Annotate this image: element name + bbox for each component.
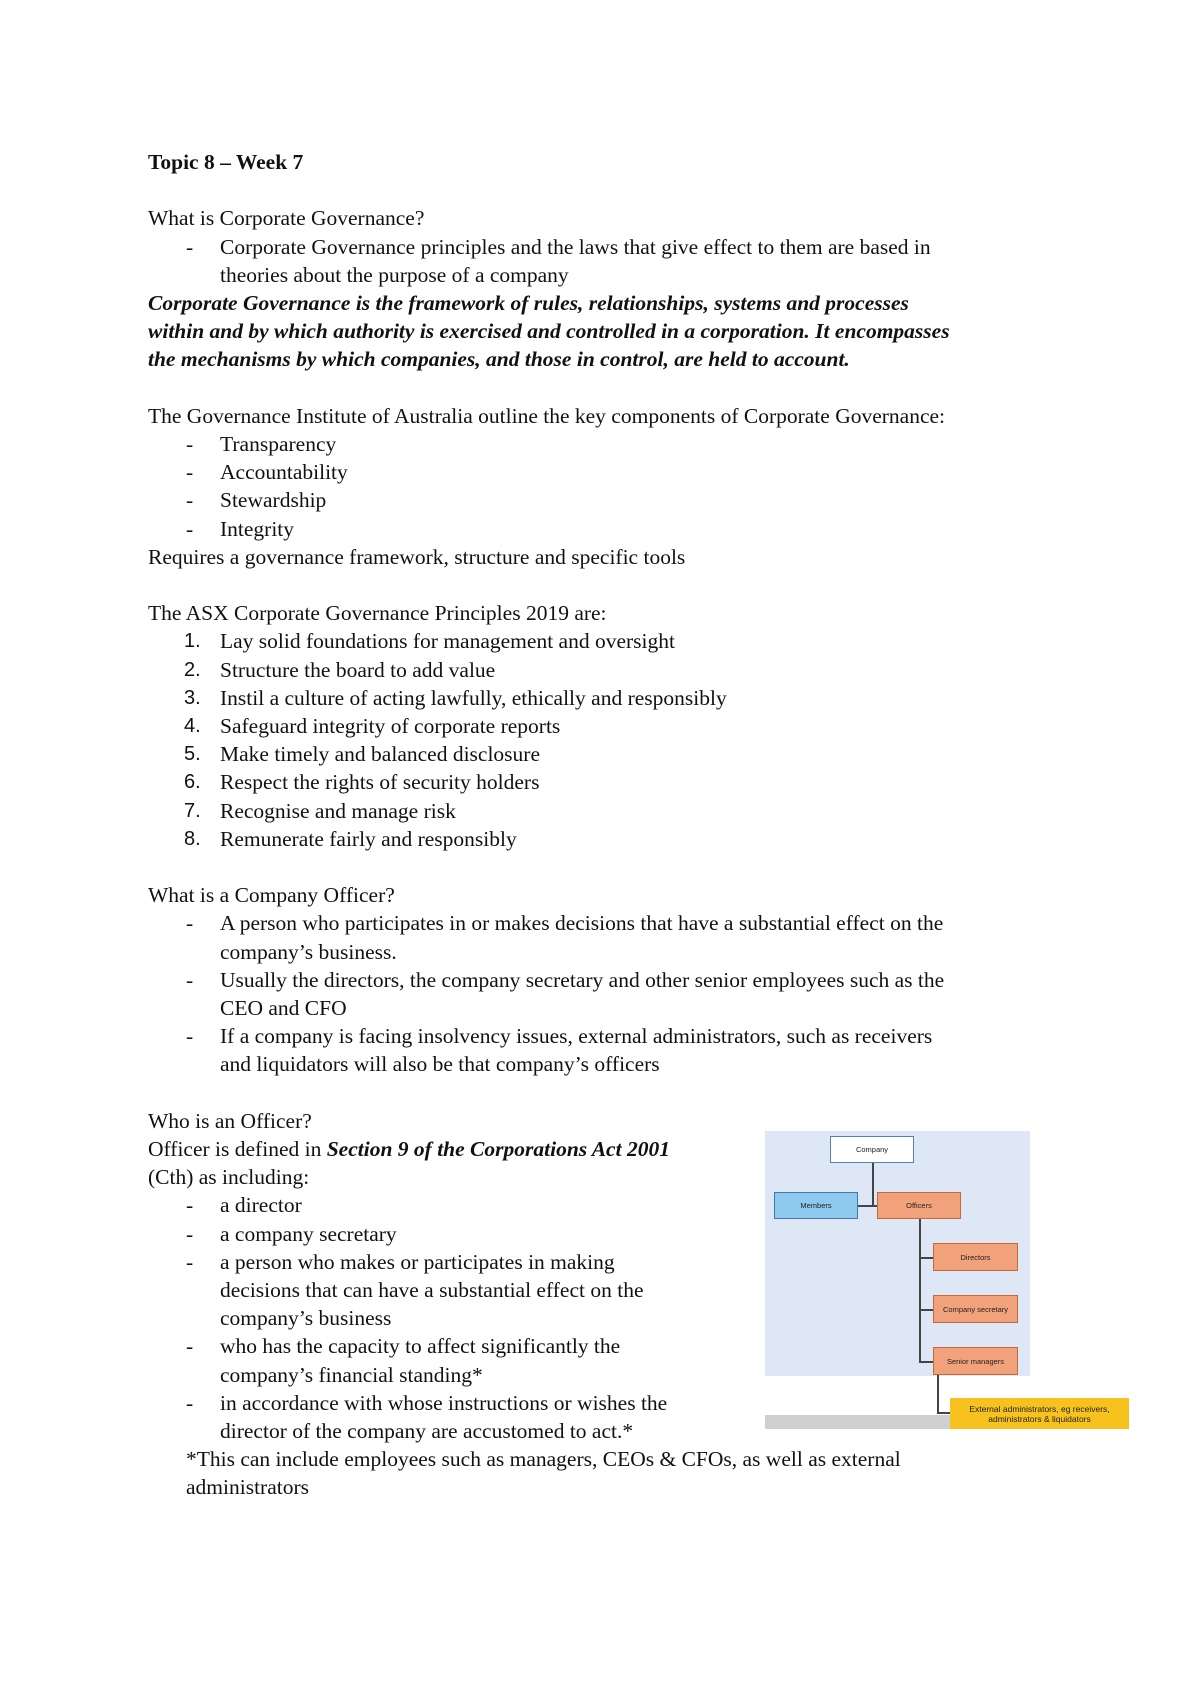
org-box-company-secretary: Company secretary	[933, 1295, 1018, 1323]
list-item: 5. Make timely and balanced disclosure	[184, 742, 541, 767]
list-item: - a person who makes or participates in making decisions that can have a substantial effect on the company’s business	[186, 1249, 644, 1331]
officer-definition-cont: (Cth) as including:	[148, 1165, 310, 1190]
list-item: 8. Remunerate fairly and responsibly	[184, 826, 517, 851]
list-item: 4. Safeguard integrity of corporate reports	[184, 714, 561, 739]
list-item: 1. Lay solid foundations for management and oversight	[184, 629, 675, 654]
section-heading-key-components: The Governance Institute of Australia outline the key components of Corporate Governance:	[148, 403, 946, 428]
list-item: - Corporate Governance principles and the laws that give effect to them are based in theories about the purpose of a company	[186, 234, 931, 287]
list-item: - Stewardship	[186, 488, 327, 513]
page-title: Topic 8 – Week 7	[148, 150, 304, 174]
list-item: - a company secretary	[186, 1221, 397, 1246]
act-reference: Section 9 of the Corporations Act 2001	[326, 1137, 670, 1162]
list-item: - If a company is facing insolvency issues, external administrators, such as receivers and liquidators will also be that company’s officers	[186, 1024, 933, 1077]
who-is-officer-section	[148, 1107, 748, 1445]
list-item: 3. Instil a culture of acting lawfully, ethically and responsibly	[184, 685, 727, 710]
section-heading-corporate-governance: What is Corporate Governance?	[148, 206, 425, 231]
company-officer-bullets	[148, 909, 1068, 1078]
list-item: - Integrity	[186, 516, 295, 541]
list-item: 7. Recognise and manage risk	[184, 798, 456, 823]
governance-definition: Corporate Governance is the framework of rules, relationships, systems and processes within and by which authority is exercised and controlled in a corporation. It encompasses the mechanisms by which companies, and those in control, are held to account.	[148, 291, 950, 372]
org-box-members: Members	[774, 1192, 858, 1219]
list-item: - a director	[186, 1193, 302, 1218]
section-heading-company-officer: What is a Company Officer?	[148, 883, 395, 908]
list-item: - Usually the directors, the company secretary and other senior employees such as the CEO and CFO	[186, 967, 945, 1021]
officer-definition: Officer is defined in Section 9 of the Corporations Act 2001	[148, 1137, 670, 1162]
list-item: - Transparency	[186, 432, 337, 456]
org-box-external-administrators: External administrators, eg receivers, administrators & liquidators	[950, 1398, 1129, 1429]
list-item: - Accountability	[186, 460, 348, 485]
org-box-company: Company	[830, 1136, 914, 1163]
list-item: - in accordance with whose instructions or wishes the director of the company are accustomed to act.*	[186, 1390, 668, 1444]
officer-bullets	[148, 1191, 748, 1445]
asx-principles-list	[148, 627, 1068, 853]
list-item: - A person who participates in or makes decisions that have a substantial effect on the company’s business.	[186, 911, 944, 964]
key-components-list	[148, 430, 1068, 543]
org-box-officers: Officers	[877, 1192, 961, 1219]
section-heading-asx-principles: The ASX Corporate Governance Principles 2019 are:	[148, 601, 607, 626]
org-box-senior-managers: Senior managers	[933, 1347, 1018, 1375]
list-item: 6. Respect the rights of security holders	[184, 770, 540, 795]
list-item: - who has the capacity to affect significantly the company’s financial standing*	[186, 1334, 621, 1387]
list-item: 2. Structure the board to add value	[184, 657, 496, 682]
framework-note: Requires a governance framework, structure and specific tools	[148, 544, 686, 569]
corporate-governance-bullets	[148, 233, 1068, 289]
section-heading-who-is-officer: Who is an Officer?	[148, 1108, 312, 1133]
org-box-directors: Directors	[933, 1243, 1018, 1271]
officer-footnote: *This can include employees such as managers, CEOs & CFOs, as well as external administrators	[186, 1447, 901, 1500]
officer-org-chart	[765, 1131, 1129, 1429]
